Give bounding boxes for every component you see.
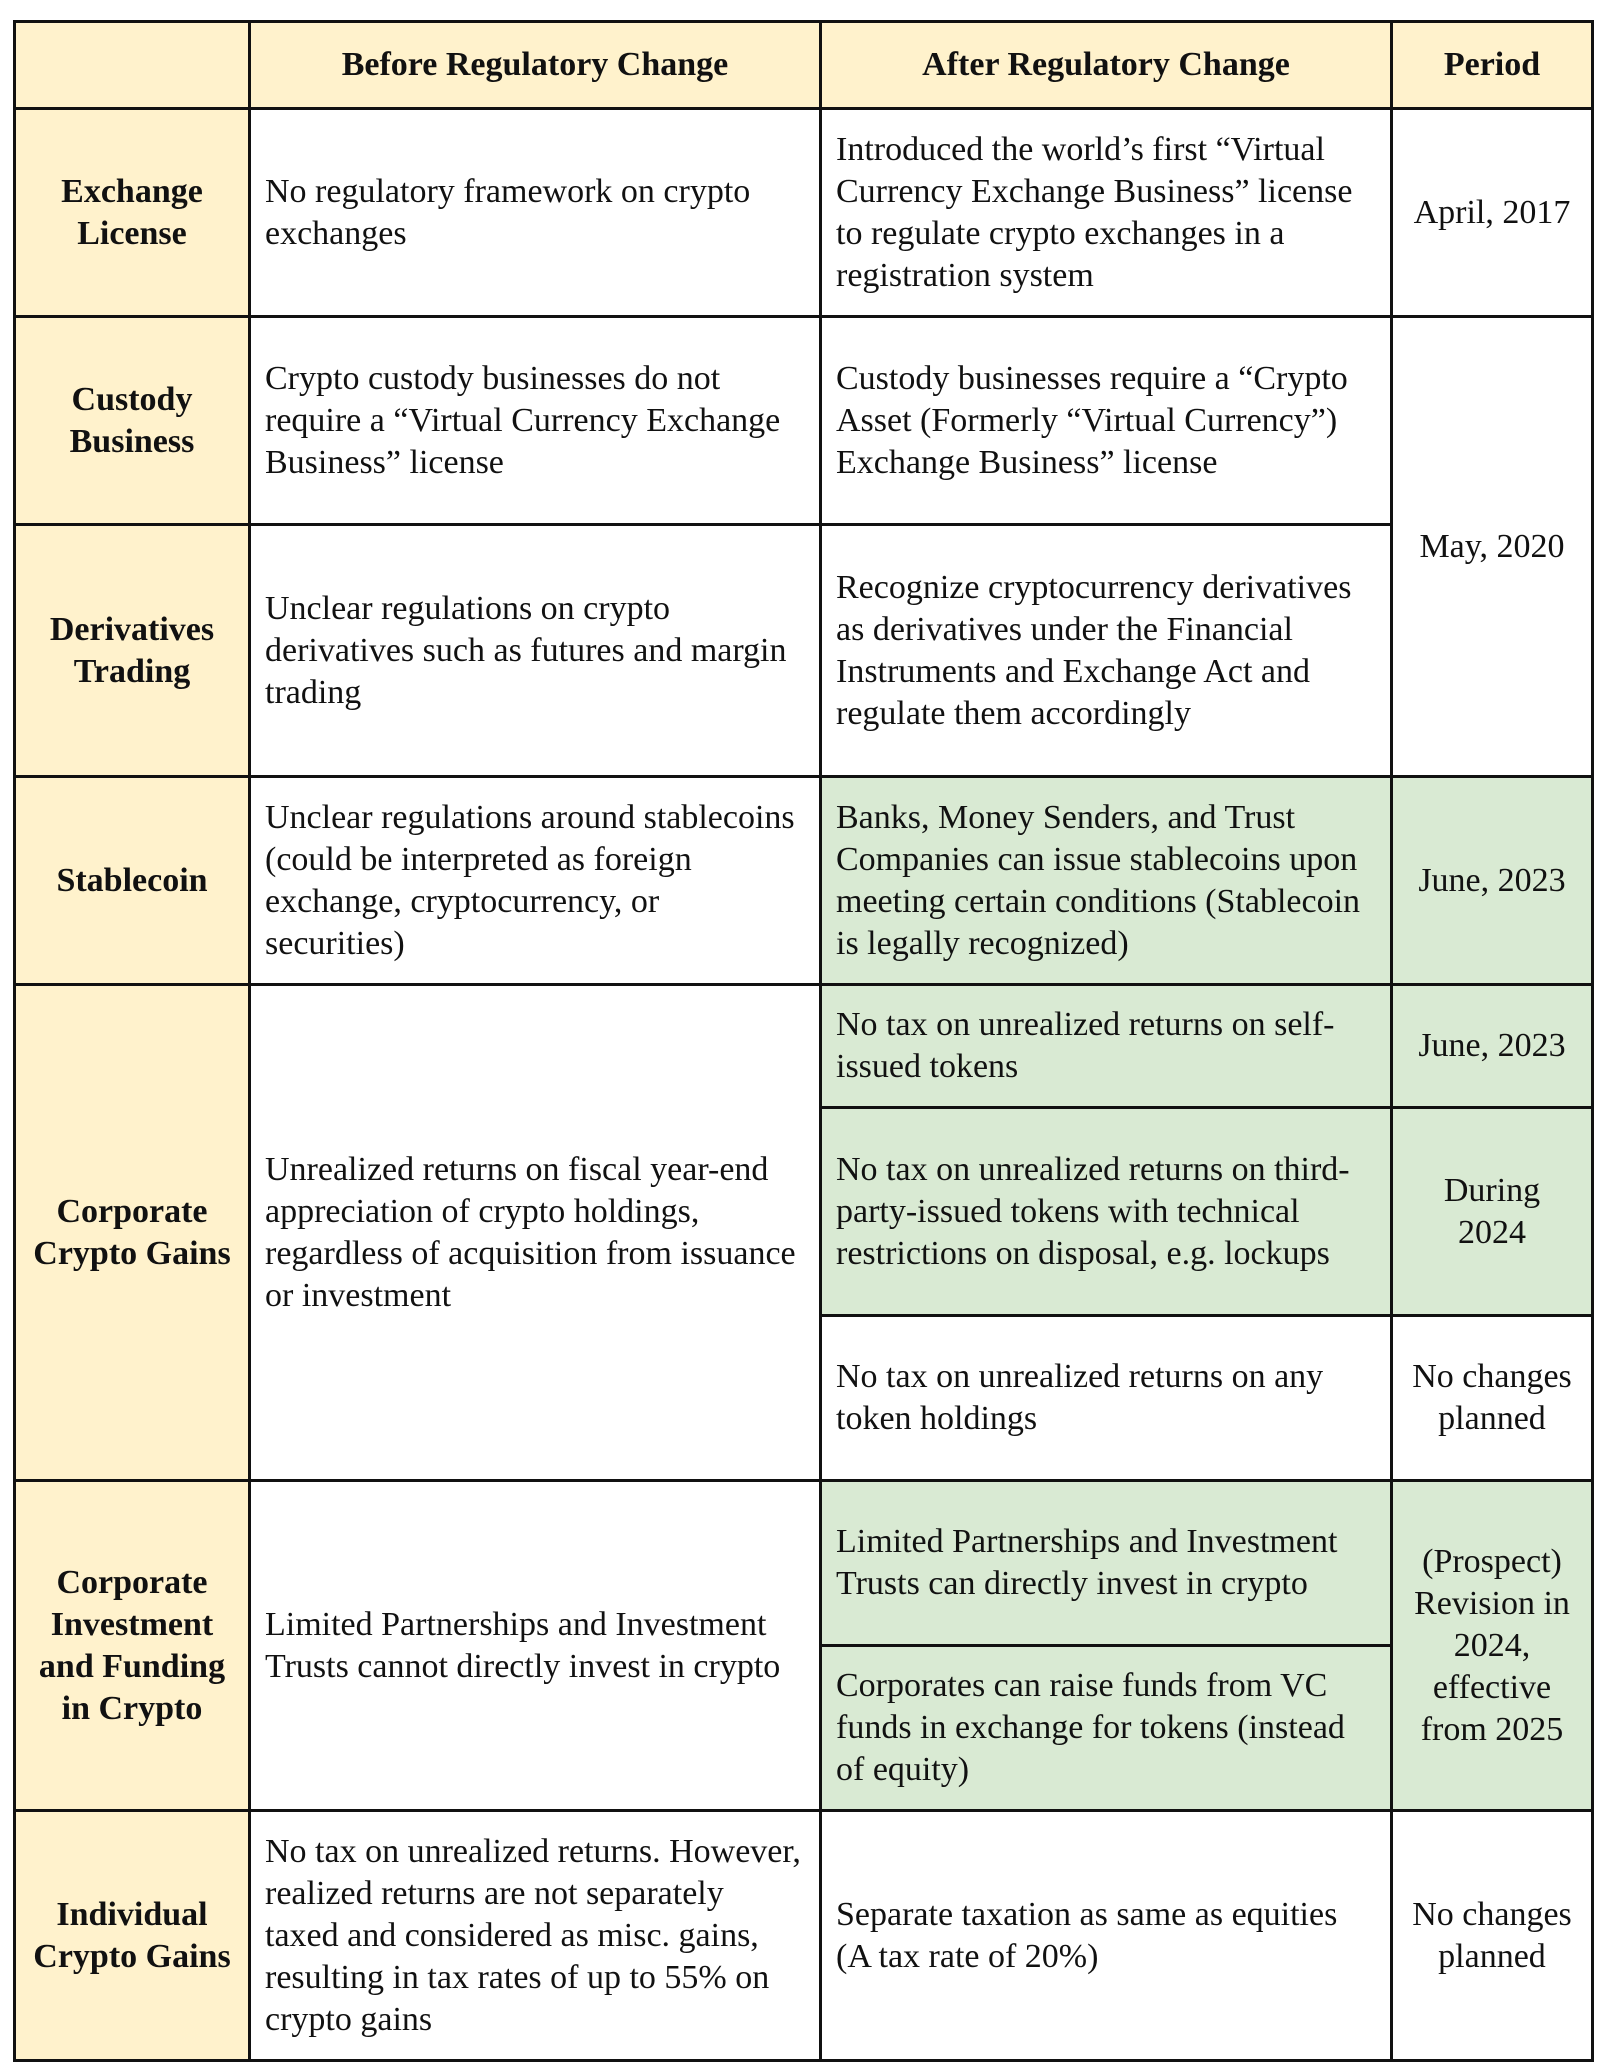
row-stablecoin <box>15 777 1593 985</box>
after-corporate-gains-third-party: No tax on unrealized returns on third-party-issued tokens with technical restrictions on disposal, e.g. lockups <box>821 1108 1392 1316</box>
after-corporate-investment-vc: Corporates can raise funds from VC funds in exchange for tokens (instead of equity) <box>821 1646 1392 1811</box>
row-label-derivatives-trading: Derivatives Trading <box>15 525 250 777</box>
row-label-individual-crypto-gains: Individual Crypto Gains <box>15 1811 250 2061</box>
before-exchange-license: No regulatory framework on crypto exchanges <box>250 109 821 317</box>
header-before: Before Regulatory Change <box>250 22 821 109</box>
row-label-corporate-crypto-gains: Corporate Crypto Gains <box>15 985 250 1481</box>
before-individual-crypto-gains: No tax on unrealized returns. However, realized returns are not separately taxed and considered as misc. gains, resulting in tax rates of up to 55% on crypto gains <box>250 1811 821 2061</box>
before-corporate-investment: Limited Partnerships and Investment Trusts cannot directly invest in crypto <box>250 1481 821 1811</box>
period-corporate-gains-self-issued: June, 2023 <box>1392 985 1593 1108</box>
after-corporate-gains-self-issued: No tax on unrealized returns on self-issued tokens <box>821 985 1392 1108</box>
before-corporate-crypto-gains: Unrealized returns on fiscal year-end appreciation of crypto holdings, regardless of acquisition from issuance or investment <box>250 985 821 1481</box>
before-custody-business: Crypto custody businesses do not require a “Virtual Currency Exchange Business” license <box>250 317 821 525</box>
after-custody-business: Custody businesses require a “Crypto Asset (Formerly “Virtual Currency”) Exchange Business” license <box>821 317 1392 525</box>
row-label-corporate-investment: Corporate Investment and Funding in Crypto <box>15 1481 250 1811</box>
row-individual-crypto-gains <box>15 1811 1593 2061</box>
row-corporate-investment-1 <box>15 1481 1593 1646</box>
before-stablecoin: Unclear regulations around stablecoins (could be interpreted as foreign exchange, cryptocurrency, or securities) <box>250 777 821 985</box>
period-stablecoin: June, 2023 <box>1392 777 1593 985</box>
regulatory-change-table <box>13 20 1594 2062</box>
after-corporate-gains-any-holdings: No tax on unrealized returns on any token holdings <box>821 1316 1392 1481</box>
header-blank <box>15 22 250 109</box>
row-corporate-crypto-gains-1 <box>15 985 1593 1108</box>
period-individual-crypto-gains: No changes planned <box>1392 1811 1593 2061</box>
period-corporate-gains-third-party: During 2024 <box>1392 1108 1593 1316</box>
header-after: After Regulatory Change <box>821 22 1392 109</box>
row-label-custody-business: Custody Business <box>15 317 250 525</box>
row-exchange-license <box>15 109 1593 317</box>
row-label-exchange-license: Exchange License <box>15 109 250 317</box>
period-corporate-investment: (Prospect) Revision in 2024, effective from 2025 <box>1392 1481 1593 1811</box>
row-custody-business <box>15 317 1593 525</box>
period-corporate-gains-any-holdings: No changes planned <box>1392 1316 1593 1481</box>
period-exchange-license: April, 2017 <box>1392 109 1593 317</box>
header-row <box>15 22 1593 109</box>
period-custody-derivatives: May, 2020 <box>1392 317 1593 777</box>
header-period: Period <box>1392 22 1593 109</box>
after-individual-crypto-gains: Separate taxation as same as equities (A tax rate of 20%) <box>821 1811 1392 2061</box>
row-derivatives-trading <box>15 525 1593 777</box>
after-exchange-license: Introduced the world’s first “Virtual Currency Exchange Business” license to regulate crypto exchanges in a registration system <box>821 109 1392 317</box>
row-label-stablecoin: Stablecoin <box>15 777 250 985</box>
after-corporate-investment-lp: Limited Partnerships and Investment Trusts can directly invest in crypto <box>821 1481 1392 1646</box>
after-derivatives-trading: Recognize cryptocurrency derivatives as derivatives under the Financial Instruments and Exchange Act and regulate them accordingly <box>821 525 1392 777</box>
after-stablecoin: Banks, Money Senders, and Trust Companies can issue stablecoins upon meeting certain conditions (Stablecoin is legally recognized) <box>821 777 1392 985</box>
before-derivatives-trading: Unclear regulations on crypto derivatives such as futures and margin trading <box>250 525 821 777</box>
